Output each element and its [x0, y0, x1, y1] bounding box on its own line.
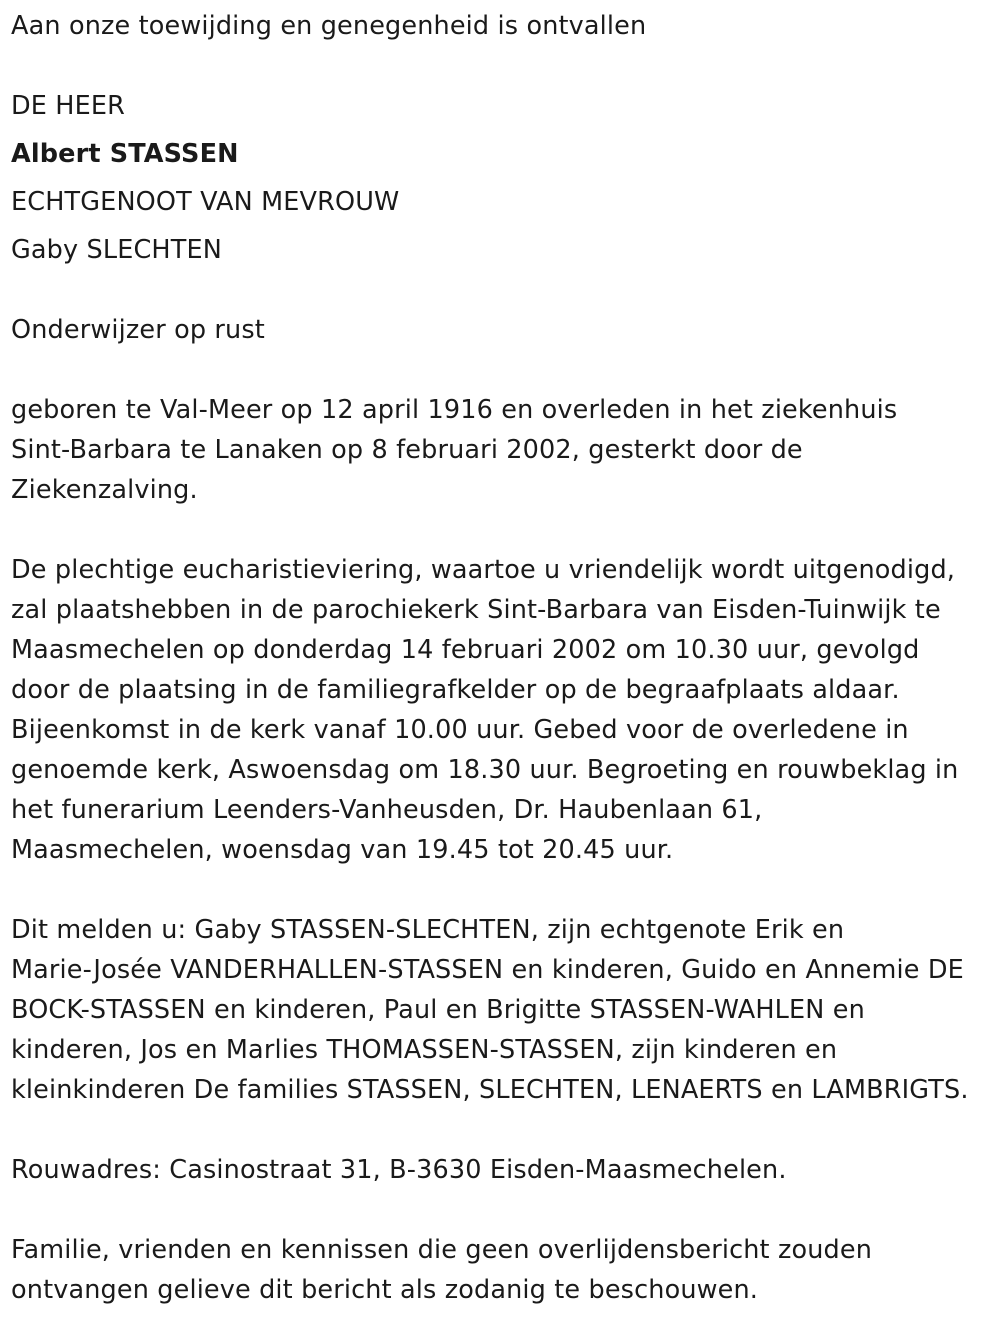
- paragraph-line: Sint-Barbara te Lanaken op 8 februari 2002, gesterkt door de: [11, 435, 803, 465]
- announcers-paragraph: [11, 910, 969, 1110]
- paragraph-line: Maasmechelen, woensdag van 19.45 tot 20.45 uur.: [11, 835, 674, 865]
- spouse-title: ECHTGENOOT VAN MEVROUW: [11, 187, 400, 217]
- deceased-name: Albert STASSEN: [11, 139, 239, 169]
- paragraph-line: zal plaatshebben in de parochiekerk Sint-Barbara van Eisden-Tuinwijk te: [11, 595, 941, 625]
- paragraph-line: geboren te Val-Meer op 12 april 1916 en overleden in het ziekenhuis: [11, 395, 898, 425]
- spouse-name: Gaby SLECHTEN: [11, 235, 222, 265]
- birth-death-paragraph: [11, 390, 897, 510]
- mourning-address: Rouwadres: Casinostraat 31, B-3630 Eisden-Maasmechelen.: [11, 1155, 787, 1185]
- paragraph-line: BOCK-STASSEN en kinderen, Paul en Brigitte STASSEN-WAHLEN en: [11, 995, 865, 1025]
- paragraph-line: Dit melden u: Gaby STASSEN-SLECHTEN, zijn echtgenote Erik en: [11, 915, 845, 945]
- profession: Onderwijzer op rust: [11, 315, 265, 345]
- paragraph-line: Ziekenzalving.: [11, 475, 198, 505]
- paragraph-line: door de plaatsing in de familiegrafkelder op de begraafplaats aldaar.: [11, 675, 900, 705]
- paragraph-line: Familie, vrienden en kennissen die geen overlijdensbericht zouden: [11, 1235, 873, 1265]
- notice-paragraph: [11, 1230, 872, 1310]
- paragraph-line: Maasmechelen op donderdag 14 februari 2002 om 10.30 uur, gevolgd: [11, 635, 920, 665]
- paragraph-line: De plechtige eucharistieviering, waartoe u vriendelijk wordt uitgenodigd,: [11, 555, 956, 585]
- paragraph-line: kleinkinderen De families STASSEN, SLECHTEN, LENAERTS en LAMBRIGTS.: [11, 1075, 969, 1105]
- paragraph-line: Marie-Josée VANDERHALLEN-STASSEN en kinderen, Guido en Annemie DE: [11, 955, 964, 985]
- paragraph-line: Bijeenkomst in de kerk vanaf 10.00 uur. Gebed voor de overledene in: [11, 715, 909, 745]
- paragraph-line: het funerarium Leenders-Vanheusden, Dr. Haubenlaan 61,: [11, 795, 763, 825]
- paragraph-line: kinderen, Jos en Marlies THOMASSEN-STASSEN, zijn kinderen en: [11, 1035, 838, 1065]
- title-prefix: DE HEER: [11, 91, 126, 121]
- paragraph-line: ontvangen gelieve dit bericht als zodanig te beschouwen.: [11, 1275, 759, 1305]
- intro-line: Aan onze toewijding en genegenheid is ontvallen: [11, 11, 647, 41]
- paragraph-line: genoemde kerk, Aswoensdag om 18.30 uur. Begroeting en rouwbeklag in: [11, 755, 959, 785]
- ceremony-paragraph: [11, 550, 958, 870]
